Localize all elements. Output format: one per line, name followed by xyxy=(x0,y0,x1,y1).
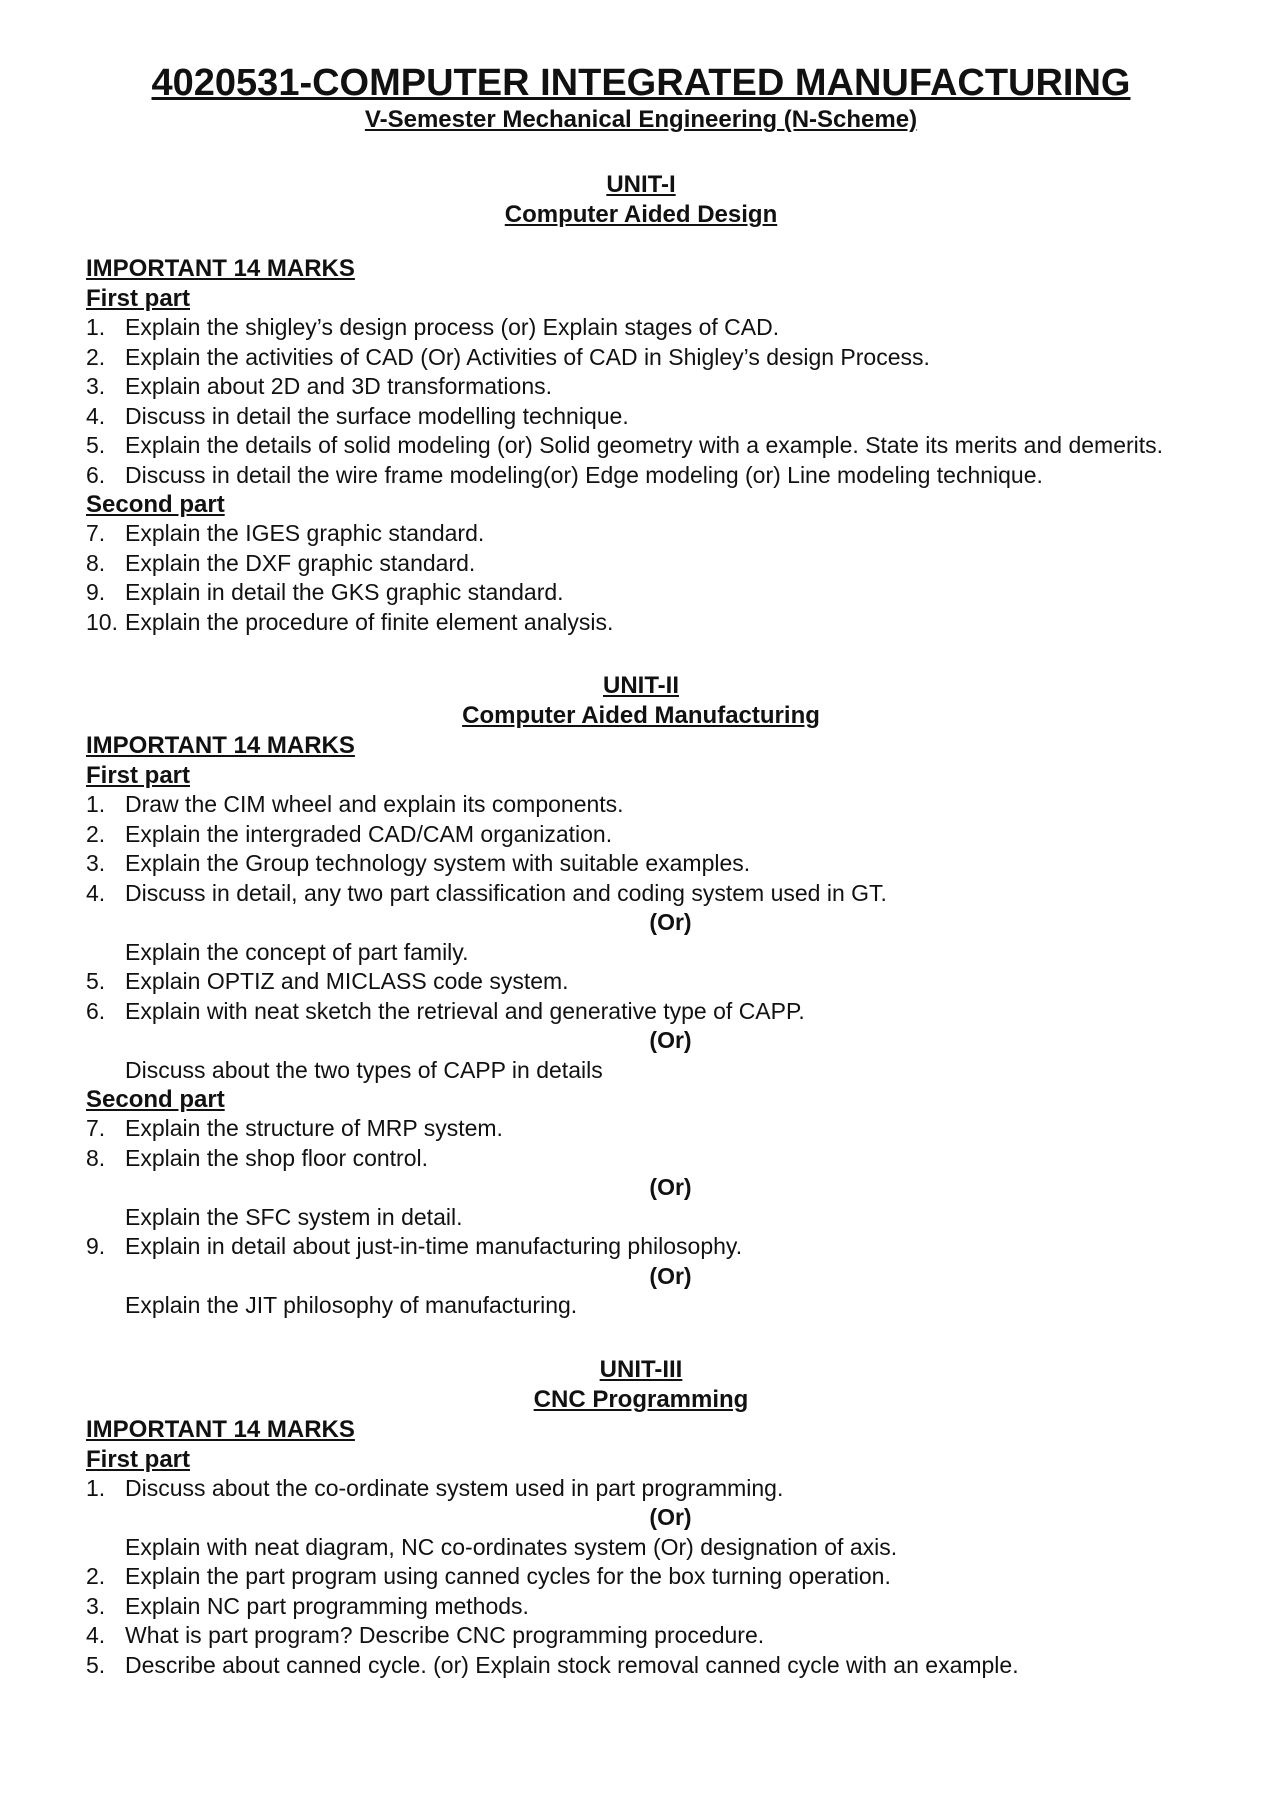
or-separator: (Or) xyxy=(649,1504,692,1530)
question-number: 5. xyxy=(86,1651,106,1678)
part-heading: First part xyxy=(86,762,191,789)
question-number: 7. xyxy=(86,1115,106,1141)
question-number: 5. xyxy=(86,432,106,458)
or-separator: (Or) xyxy=(649,1174,692,1200)
question-item xyxy=(86,790,1196,820)
question-text: Explain the shop floor control. xyxy=(125,1144,429,1171)
document-page xyxy=(86,60,1196,1680)
unit-name: Computer Aided Design xyxy=(504,201,778,228)
document-subtitle: V-Semester Mechanical Engineering (N-Scheme) xyxy=(364,106,918,133)
part-heading: First part xyxy=(86,285,191,312)
question-item xyxy=(86,1474,1196,1563)
question-text: Explain the IGES graphic standard. xyxy=(125,520,485,546)
question-number: 4. xyxy=(86,1622,106,1648)
question-text: Explain in detail the GKS graphic standard. xyxy=(125,579,564,605)
question-list xyxy=(86,313,1196,490)
part-heading: Second part xyxy=(86,491,225,518)
question-item xyxy=(86,578,1196,608)
question-text: Explain the details of solid modeling (or) Solid geometry with a example. State its merits and demerits. xyxy=(125,432,1164,458)
question-number: 2. xyxy=(86,1563,106,1589)
question-list xyxy=(86,1114,1196,1321)
question-number: 5. xyxy=(86,968,106,994)
question-item xyxy=(86,549,1196,579)
question-text: What is part program? Describe CNC programming procedure. xyxy=(125,1622,765,1648)
question-text: Explain the Group technology system with suitable examples. xyxy=(125,850,751,876)
question-text: Explain with neat sketch the retrieval and generative type of CAPP. xyxy=(125,997,805,1024)
alternative-question: Explain with neat diagram, NC co-ordinates system (Or) designation of axis. xyxy=(125,1533,898,1560)
unit-section xyxy=(86,671,1196,1321)
question-item xyxy=(86,967,1196,997)
alternative-question: Explain the JIT philosophy of manufacturing. xyxy=(125,1292,578,1318)
question-text: Discuss in detail the surface modelling technique. xyxy=(125,402,629,429)
question-number: 2. xyxy=(86,820,106,847)
units-container xyxy=(86,170,1196,1680)
marks-heading: IMPORTANT 14 MARKS xyxy=(86,255,355,282)
question-number: 3. xyxy=(86,1592,106,1619)
question-item xyxy=(86,1651,1196,1681)
question-text: Explain NC part programming methods. xyxy=(125,1592,529,1619)
unit-label: UNIT-I xyxy=(606,171,676,198)
question-item xyxy=(86,1592,1196,1622)
marks-heading: IMPORTANT 14 MARKS xyxy=(86,732,355,759)
part-heading: First part xyxy=(86,1445,191,1473)
question-item xyxy=(86,1562,1196,1592)
question-item xyxy=(86,313,1196,343)
question-number: 9. xyxy=(86,1233,106,1259)
question-text: Explain the procedure of finite element analysis. xyxy=(125,608,614,635)
question-number: 1. xyxy=(86,1474,106,1501)
document-title: 4020531-COMPUTER INTEGRATED MANUFACTURING xyxy=(151,62,1131,104)
question-text: Explain the structure of MRP system. xyxy=(125,1115,503,1141)
question-item xyxy=(86,402,1196,432)
unit-name: CNC Programming xyxy=(533,1385,749,1413)
question-list xyxy=(86,790,1196,1085)
question-item xyxy=(86,608,1196,638)
question-item xyxy=(86,1144,1196,1233)
question-text: Describe about canned cycle. (or) Explain stock removal canned cycle with an example. xyxy=(125,1651,1019,1678)
or-separator: (Or) xyxy=(649,1262,692,1289)
alternative-question: Discuss about the two types of CAPP in details xyxy=(125,1056,603,1083)
question-item xyxy=(86,820,1196,850)
question-text: Explain the intergraded CAD/CAM organization. xyxy=(125,820,613,847)
question-item xyxy=(86,372,1196,402)
or-separator: (Or) xyxy=(649,1027,692,1053)
question-item xyxy=(86,997,1196,1086)
unit-label: UNIT-II xyxy=(603,672,679,699)
question-list xyxy=(86,1474,1196,1681)
question-text: Explain the part program using canned cycles for the box turning operation. xyxy=(125,1563,891,1589)
marks-heading: IMPORTANT 14 MARKS xyxy=(86,1415,355,1443)
question-number: 10. xyxy=(86,608,118,635)
question-text: Explain the activities of CAD (Or) Activities of CAD in Shigley’s design Process. xyxy=(125,343,930,370)
question-list xyxy=(86,519,1196,637)
question-text: Explain the shigley’s design process (or) Explain stages of CAD. xyxy=(125,314,780,340)
question-text: Explain in detail about just-in-time manufacturing philosophy. xyxy=(125,1233,743,1259)
question-number: 9. xyxy=(86,579,106,605)
unit-label: UNIT-III xyxy=(599,1355,683,1383)
question-number: 6. xyxy=(86,997,106,1024)
question-item xyxy=(86,461,1196,491)
question-text: Discuss in detail the wire frame modeling(or) Edge modeling (or) Line modeling technique. xyxy=(125,461,1043,488)
question-number: 8. xyxy=(86,1144,106,1171)
question-number: 4. xyxy=(86,402,106,429)
question-number: 2. xyxy=(86,343,106,370)
question-item xyxy=(86,879,1196,968)
question-item xyxy=(86,343,1196,373)
question-text: Explain about 2D and 3D transformations. xyxy=(125,373,553,399)
question-text: Explain OPTIZ and MICLASS code system. xyxy=(125,968,569,994)
question-item xyxy=(86,519,1196,549)
question-item xyxy=(86,1621,1196,1651)
or-separator: (Or) xyxy=(649,909,692,935)
question-text: Draw the CIM wheel and explain its components. xyxy=(125,791,624,817)
question-number: 1. xyxy=(86,791,106,817)
alternative-question: Explain the SFC system in detail. xyxy=(125,1203,463,1230)
question-text: Discuss in detail, any two part classification and coding system used in GT. xyxy=(125,879,887,906)
part-heading: Second part xyxy=(86,1086,225,1113)
question-text: Explain the DXF graphic standard. xyxy=(125,549,476,576)
unit-section xyxy=(86,170,1196,637)
unit-name: Computer Aided Manufacturing xyxy=(462,702,820,729)
question-number: 4. xyxy=(86,879,106,906)
question-number: 8. xyxy=(86,549,106,576)
alternative-question: Explain the concept of part family. xyxy=(125,938,469,965)
question-number: 3. xyxy=(86,850,106,876)
question-item xyxy=(86,431,1196,461)
question-number: 7. xyxy=(86,520,106,546)
question-item xyxy=(86,1232,1196,1321)
question-item xyxy=(86,849,1196,879)
question-number: 3. xyxy=(86,373,106,399)
unit-section xyxy=(86,1355,1196,1681)
question-number: 1. xyxy=(86,314,106,340)
question-item xyxy=(86,1114,1196,1144)
question-number: 6. xyxy=(86,461,106,488)
question-text: Discuss about the co-ordinate system used in part programming. xyxy=(125,1474,784,1501)
